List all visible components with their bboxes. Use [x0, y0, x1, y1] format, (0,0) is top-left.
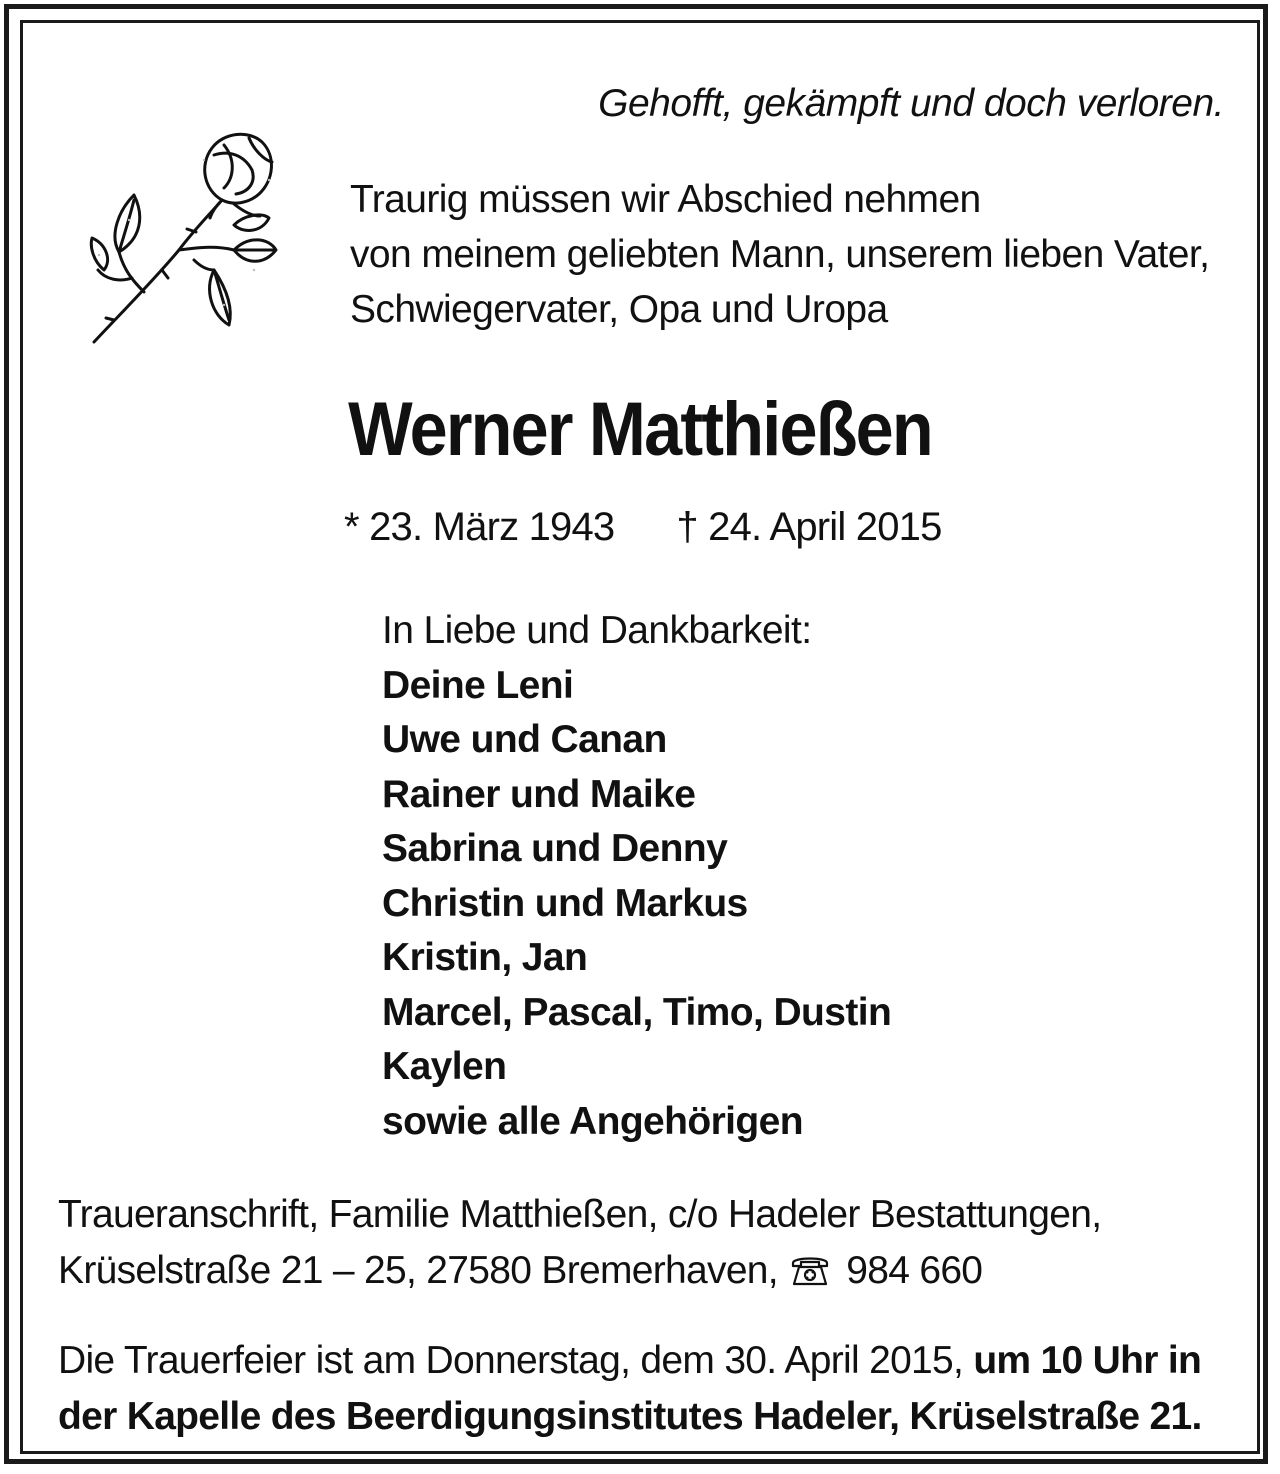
- intro-line: Schwiegervater, Opa und Uropa: [350, 288, 888, 331]
- telephone-icon: [790, 1253, 830, 1287]
- service-line-1: [58, 1333, 1202, 1389]
- family-member: Kristin, Jan: [382, 936, 588, 979]
- service-location: der Kapelle des Beerdigungsinstitutes Hadeler, Krüselstraße 21.: [58, 1395, 1202, 1438]
- family-list: [382, 604, 891, 1149]
- family-member: sowie alle Angehörigen: [382, 1099, 803, 1143]
- intro-line: Traurig müssen wir Abschied nehmen: [350, 178, 981, 221]
- family-member: Kaylen: [382, 1045, 507, 1088]
- funeral-service-info: [58, 1333, 1202, 1445]
- life-dates: [344, 505, 942, 550]
- service-date: Die Trauerfeier ist am Donnerstag, dem 30. April 2015,: [58, 1339, 964, 1382]
- intro-text: [350, 172, 1209, 337]
- address-line: Traueranschrift, Familie Matthießen, c/o Hadeler Bestattungen,: [58, 1193, 1102, 1236]
- address-line-2: [58, 1243, 1101, 1299]
- family-member: Deine Leni: [382, 663, 574, 707]
- family-member: Sabrina und Denny: [382, 827, 728, 870]
- family-member: Marcel, Pascal, Timo, Dustin: [382, 990, 892, 1034]
- death-date: † 24. April 2015: [676, 505, 942, 549]
- family-heading: In Liebe und Dankbarkeit:: [382, 609, 812, 652]
- phone-number: 984 660: [846, 1249, 983, 1292]
- family-member: Uwe und Canan: [382, 718, 667, 761]
- birth-date: * 23. März 1943: [344, 505, 615, 549]
- address-street: Krüselstraße 21 – 25, 27580 Bremerhaven,: [58, 1249, 778, 1292]
- family-member: Christin und Markus: [382, 881, 748, 925]
- deceased-name: Werner Matthießen: [348, 387, 932, 472]
- family-member: Rainer und Maike: [382, 772, 696, 816]
- motto: Gehofft, gekämpft und doch verloren.: [598, 82, 1224, 125]
- intro-line: von meinem geliebten Mann, unserem lieben Vater,: [350, 233, 1210, 276]
- service-time: um 10 Uhr in: [973, 1339, 1202, 1382]
- mourning-address: [58, 1187, 1101, 1299]
- rose-icon: [84, 120, 284, 350]
